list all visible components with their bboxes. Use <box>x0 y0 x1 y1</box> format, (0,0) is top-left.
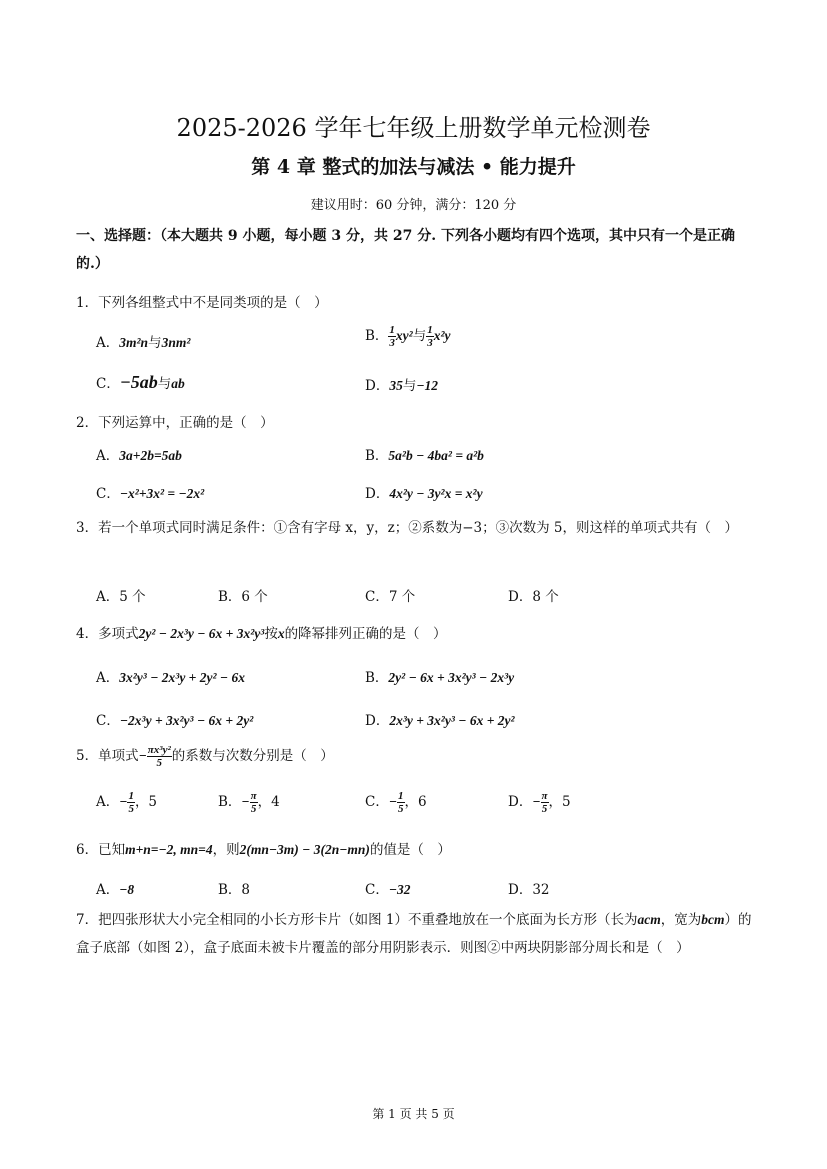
exam-info: 建议用时：60 分钟，满分：120 分 <box>310 198 517 213</box>
question-5-option-a: A．− $\frac{1}{5}$ ，5 <box>96 790 158 815</box>
page-footer: 第 1 页 共 5 页 <box>372 1107 455 1121</box>
question-2-option-d: D．4x²y − 3y²x = x²y <box>365 486 483 502</box>
question-6-option-d: D．32 <box>508 882 550 898</box>
question-1-option-a: A．3m²n与3nm² <box>96 335 191 351</box>
question-2-option-b: B．5a²b − 4ba² = a²b <box>365 448 484 464</box>
question-2-option-c: C．−x²+3x² = −2x² <box>96 486 205 502</box>
question-1-option-b: B． $\frac{1}{3}$ xy²与 $\frac{1}{3}$ x²y <box>365 324 451 349</box>
question-4-option-b: B．2y² − 6x + 3x²y³ − 2x³y <box>365 670 515 686</box>
question-1-stem: 1．下列各组整式中不是同类项的是（ ） <box>76 295 328 311</box>
question-2-stem: 2．下列运算中，正确的是（ ） <box>76 415 274 431</box>
question-6-option-a: A．−8 <box>96 882 135 898</box>
question-7-stem: 7．把四张形状大小完全相同的小长方形卡片（如图 1）不重叠地放在一个底面为长方形（长为acm，宽为bcm）的盒子底部（如图 2），盒子底面未被卡片覆盖的部分用阴影表示．则图②中两块阴影部分周长和是（ ） <box>76 912 752 956</box>
section-heading: 一、选择题：（本大题共 9 小题，每小题 3 分，共 27 分. 下列各小题均有四个选项，其中只有一个是正确的.） <box>76 228 735 272</box>
question-3-stem: 3．若一个单项式同时满足条件：①含有字母 x，y，z；②系数为−3；③次数为 5，则这样的单项式共有（ ） <box>76 520 739 536</box>
question-4-option-d: D．2x³y + 3x²y³ − 6x + 2y² <box>365 713 515 729</box>
question-5-option-c: C．− $\frac{1}{5}$ ，6 <box>365 790 427 815</box>
question-5-option-b: B．− $\frac{\pi}{5}$ ，4 <box>218 790 280 815</box>
page-title: 2025-2026 学年七年级上册数学单元检测卷 <box>176 114 651 142</box>
question-4-stem: 4．多项式2y² − 2x³y − 6x + 3x²y³按x的降幂排列正确的是（ ） <box>76 626 447 642</box>
question-3-option-b: B．6 个 <box>218 589 268 605</box>
page-subtitle: 第 4 章 整式的加法与减法 • 能力提升 <box>251 156 576 178</box>
question-5-option-d: D．− $\frac{\pi}{5}$ ，5 <box>508 790 571 815</box>
question-1-option-d: D．35与−12 <box>365 378 439 394</box>
question-5-stem: 5．单项式− $\frac{\text{πx³y²}}{5}$ 的系数与次数分别是（ ） <box>76 744 334 769</box>
question-6-stem: 6．已知m+n=−2, mn=4，则2(mn−3m) − 3(2n−mn)的值是（ ） <box>76 842 451 858</box>
question-2-option-a: A．3a+2b=5ab <box>96 448 182 464</box>
question-4-option-c: C．−2x³y + 3x²y³ − 6x + 2y² <box>96 713 254 729</box>
question-3-option-d: D．8 个 <box>508 589 559 605</box>
question-4-option-a: A．3x²y³ − 2x³y + 2y² − 6x <box>96 670 245 686</box>
question-6-option-c: C．−32 <box>365 882 411 898</box>
question-6-option-b: B．8 <box>218 882 251 898</box>
question-3-option-c: C．7 个 <box>365 589 416 605</box>
question-3-option-a: A．5 个 <box>96 589 146 605</box>
question-1-option-c: C．−5ab与ab <box>96 372 185 392</box>
